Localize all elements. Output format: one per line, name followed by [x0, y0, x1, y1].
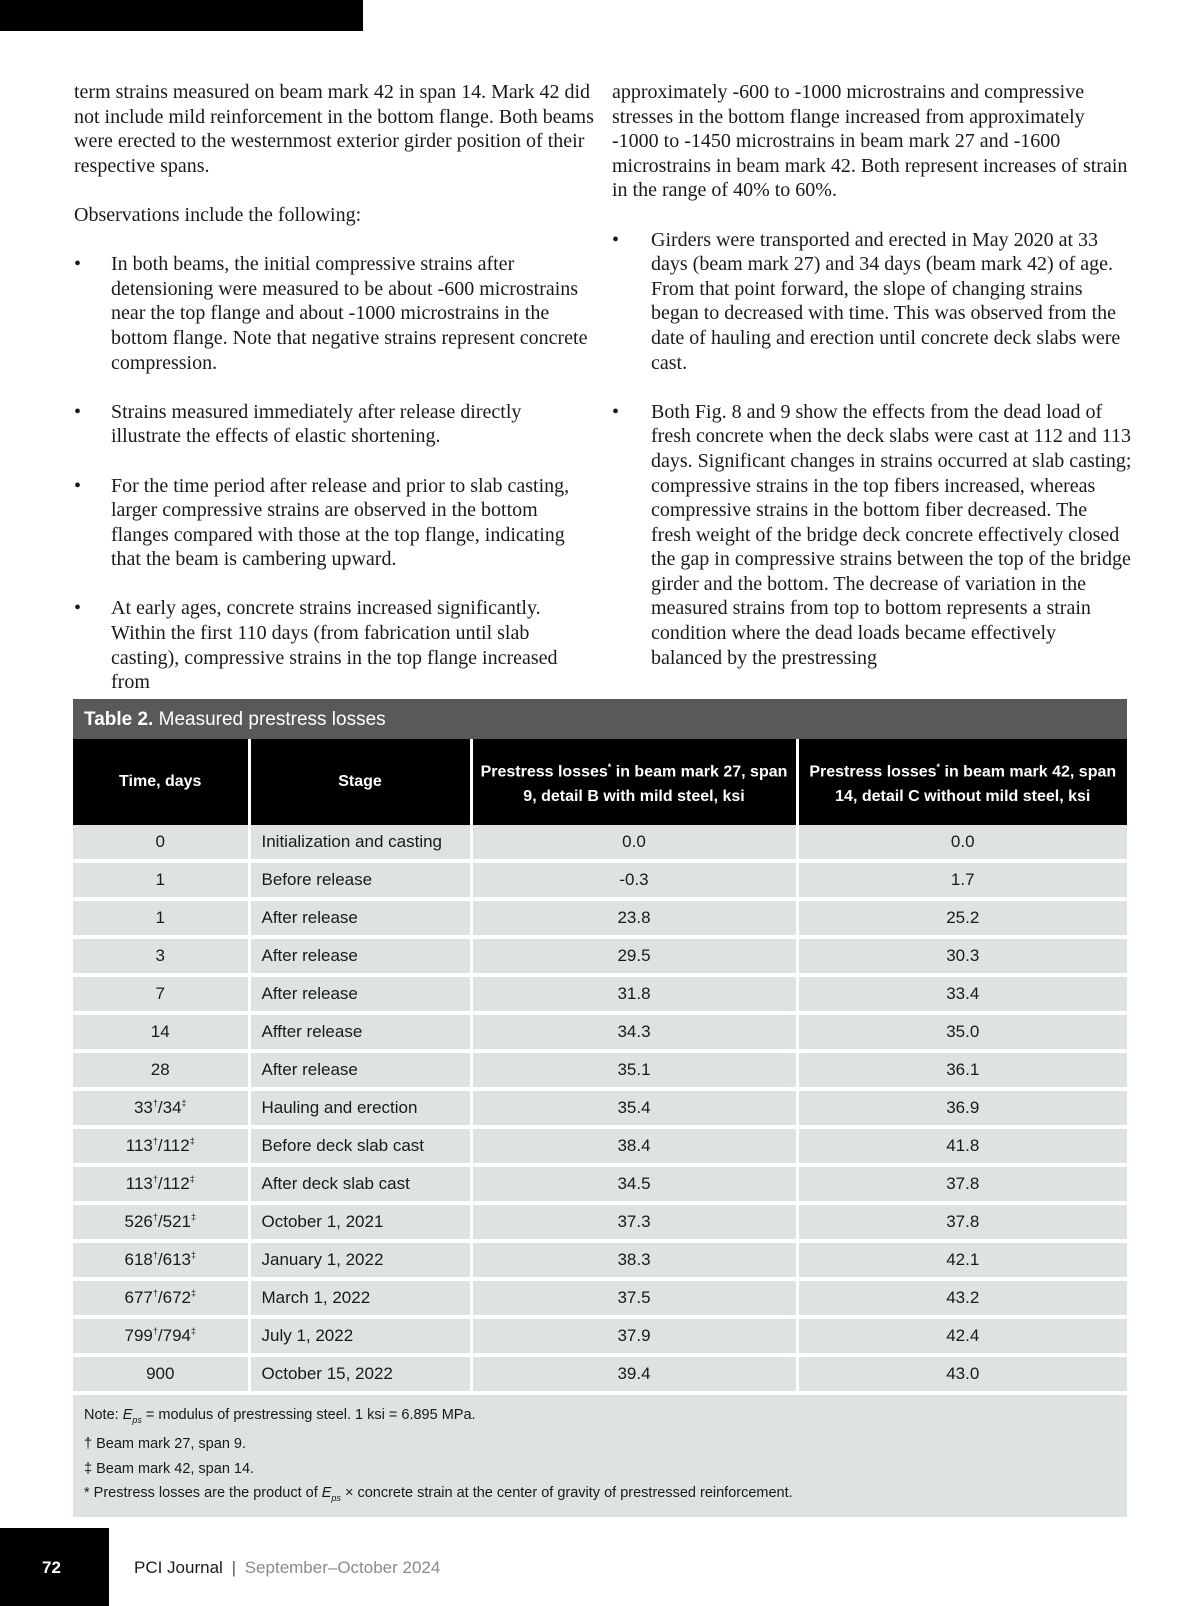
- continuation-paragraph: approximately -600 to -1000 microstrains and compressive stresses in the bottom flange increased from approximately -1000 to -1450 microstrains in beam mark 27 and -1600 microstrains in beam mark 42. Both represent increases of strain in the range of 40% to 60%.: [612, 81, 1128, 202]
- cell-mark42: 36.1: [797, 1051, 1127, 1089]
- cell-mark27: 37.9: [471, 1317, 797, 1355]
- bullet-icon: •: [612, 228, 620, 251]
- intro-paragraph: term strains measured on beam mark 42 in span 14. Mark 42 did not include mild reinforcement in the bottom flange. Both beams were erected to the westernmost exterior girder position of their respective spans.: [74, 81, 594, 177]
- cell-mark42: 43.0: [797, 1355, 1127, 1391]
- cell-mark42: 36.9: [797, 1089, 1127, 1127]
- issue-date: September–October 2024: [244, 1558, 441, 1577]
- footer-separator: |: [231, 1558, 236, 1577]
- cell-mark42: 37.8: [797, 1203, 1127, 1241]
- cell-stage: After release: [249, 899, 471, 937]
- cell-mark42: 35.0: [797, 1013, 1127, 1051]
- cell-mark42: 43.2: [797, 1279, 1127, 1317]
- table-row: [73, 1203, 1127, 1241]
- cell-mark42: 1.7: [797, 861, 1127, 899]
- page-number: 72: [42, 1558, 61, 1577]
- cell-mark42: 30.3: [797, 937, 1127, 975]
- top-black-bar: [0, 0, 363, 31]
- list-item: • For the time period after release and prior to slab casting, larger compressive strains are observed in the bottom flanges compared with those at the top flange, indicating that the beam is cambering upward.: [74, 474, 570, 571]
- table-title: [73, 699, 1127, 739]
- table-notes: [73, 1391, 1127, 1517]
- cell-mark42: 0.0: [797, 825, 1127, 861]
- table-row: [73, 937, 1127, 975]
- bullet-icon: •: [74, 597, 82, 620]
- cell-time: 0: [73, 825, 249, 861]
- header-time: Time, days: [73, 739, 249, 825]
- bullet-icon: •: [74, 400, 82, 423]
- cell-mark27: 23.8: [471, 899, 797, 937]
- cell-time: 113†/112‡: [73, 1127, 249, 1165]
- header-mark42: Prestress losses* in beam mark 42, span 14, detail C without mild steel, ksi: [797, 739, 1127, 825]
- table-row: [73, 1051, 1127, 1089]
- cell-time: 799†/794‡: [73, 1317, 249, 1355]
- cell-time: 900: [73, 1355, 249, 1391]
- prestress-losses-table: [73, 699, 1127, 1517]
- cell-stage: After release: [249, 937, 471, 975]
- cell-stage: January 1, 2022: [249, 1241, 471, 1279]
- cell-mark42: 33.4: [797, 975, 1127, 1013]
- cell-mark42: 37.8: [797, 1165, 1127, 1203]
- table-row: [73, 1013, 1127, 1051]
- cell-mark42: 41.8: [797, 1127, 1127, 1165]
- cell-mark27: 0.0: [471, 825, 797, 861]
- cell-mark27: 34.5: [471, 1165, 797, 1203]
- cell-mark42: 42.4: [797, 1317, 1127, 1355]
- header-row: [73, 739, 1127, 825]
- cell-stage: After release: [249, 1051, 471, 1089]
- cell-time: 618†/613‡: [73, 1241, 249, 1279]
- cell-mark27: 37.5: [471, 1279, 797, 1317]
- cell-mark27: 35.4: [471, 1089, 797, 1127]
- right-text-column: [612, 80, 1132, 695]
- cell-stage: After deck slab cast: [249, 1165, 471, 1203]
- data-table: [73, 739, 1127, 1391]
- table-row: [73, 1355, 1127, 1391]
- cell-mark27: 31.8: [471, 975, 797, 1013]
- cell-stage: October 15, 2022: [249, 1355, 471, 1391]
- table-caption: Measured prestress losses: [158, 709, 386, 730]
- journal-footer: [134, 1558, 440, 1578]
- table-row: [73, 825, 1127, 861]
- list-item: • Girders were transported and erected in May 2020 at 33 days (beam mark 27) and 34 days (beam mark 42) of age. From that point forward, the slope of changing strains began to decreased with time. This was observed from the date of hauling and erection until concrete deck slabs were cast.: [612, 228, 1121, 374]
- ddagger-note: ‡ Beam mark 42, span 14.: [84, 1460, 255, 1477]
- cell-mark27: 34.3: [471, 1013, 797, 1051]
- header-stage: Stage: [249, 739, 471, 825]
- cell-mark27: 29.5: [471, 937, 797, 975]
- table-row: [73, 861, 1127, 899]
- cell-mark27: 37.3: [471, 1203, 797, 1241]
- header-mark27: Prestress losses* in beam mark 27, span 9, detail B with mild steel, ksi: [471, 739, 797, 825]
- cell-mark27: 38.3: [471, 1241, 797, 1279]
- cell-time: 28: [73, 1051, 249, 1089]
- cell-stage: March 1, 2022: [249, 1279, 471, 1317]
- cell-stage: Before release: [249, 861, 471, 899]
- cell-stage: After release: [249, 975, 471, 1013]
- cell-time: 113†/112‡: [73, 1165, 249, 1203]
- star-note: * Prestress losses are the product of $E_{ps}$ × concrete strain at the center of gravity of prestressed reinforcement.: [84, 1485, 793, 1504]
- cell-time: 526†/521‡: [73, 1203, 249, 1241]
- table-row: [73, 1241, 1127, 1279]
- cell-stage: October 1, 2021: [249, 1203, 471, 1241]
- cell-time: 3: [73, 937, 249, 975]
- table-row: [73, 975, 1127, 1013]
- right-bullet-list: [612, 228, 1132, 671]
- table-row: [73, 1165, 1127, 1203]
- cell-mark27: 39.4: [471, 1355, 797, 1391]
- bullet-icon: •: [612, 400, 620, 423]
- cell-time: 33†/34‡: [73, 1089, 249, 1127]
- cell-time: 7: [73, 975, 249, 1013]
- dagger-note: † Beam mark 27, span 9.: [84, 1436, 246, 1453]
- table-row: [73, 1279, 1127, 1317]
- cell-time: 14: [73, 1013, 249, 1051]
- cell-stage: Before deck slab cast: [249, 1127, 471, 1165]
- observations-heading: Observations include the following:: [74, 203, 362, 226]
- table-label: Table 2.: [84, 709, 154, 730]
- cell-mark42: 25.2: [797, 899, 1127, 937]
- table-row: [73, 1317, 1127, 1355]
- bullet-icon: •: [74, 474, 82, 497]
- cell-stage: Hauling and erection: [249, 1089, 471, 1127]
- cell-mark27: 35.1: [471, 1051, 797, 1089]
- cell-stage: Initialization and casting: [249, 825, 471, 861]
- left-text-column: [74, 80, 594, 719]
- list-item: • Both Fig. 8 and 9 show the effects from the dead load of fresh concrete when the deck slabs were cast at 112 and 113 days. Significant changes in strains occurred at slab casting; compressive strains in the top fibers increased, whereas compressive strains in the bottom fiber decreased. The fresh weight of the bridge deck concrete effectively closed the gap in compressive strains between the top of the bridge girder and the bottom. The decrease of variation in the measured strains from top to bottom represents a strain condition where the dead loads became effectively balanced by the prestressing: [612, 400, 1132, 669]
- cell-time: 677†/672‡: [73, 1279, 249, 1317]
- journal-name: PCI Journal: [134, 1558, 223, 1577]
- cell-stage: July 1, 2022: [249, 1317, 471, 1355]
- cell-time: 1: [73, 899, 249, 937]
- list-item: • In both beams, the initial compressive strains after detensioning were measured to be about -600 microstrains near the top flange and about -1000 microstrains in the bottom flange. Note that negative strains represent concrete compression.: [74, 253, 588, 374]
- cell-mark42: 42.1: [797, 1241, 1127, 1279]
- table-row: [73, 1127, 1127, 1165]
- bullet-icon: •: [74, 253, 82, 276]
- list-item: • At early ages, concrete strains increased significantly. Within the first 110 days (from fabrication until slab casting), compressive strains in the top flange increased from: [74, 597, 558, 694]
- table-row: [73, 899, 1127, 937]
- list-item: • Strains measured immediately after release directly illustrate the effects of elastic shortening.: [74, 400, 522, 448]
- cell-mark27: -0.3: [471, 861, 797, 899]
- left-bullet-list: [74, 252, 594, 695]
- cell-mark27: 38.4: [471, 1127, 797, 1165]
- cell-stage: Affter release: [249, 1013, 471, 1051]
- table-row: [73, 1089, 1127, 1127]
- cell-time: 1: [73, 861, 249, 899]
- modulus-note: Note: $E_{ps}$ = modulus of prestressing steel. 1 ksi = 6.895 MPa.: [84, 1407, 476, 1425]
- table-body: [73, 825, 1127, 1391]
